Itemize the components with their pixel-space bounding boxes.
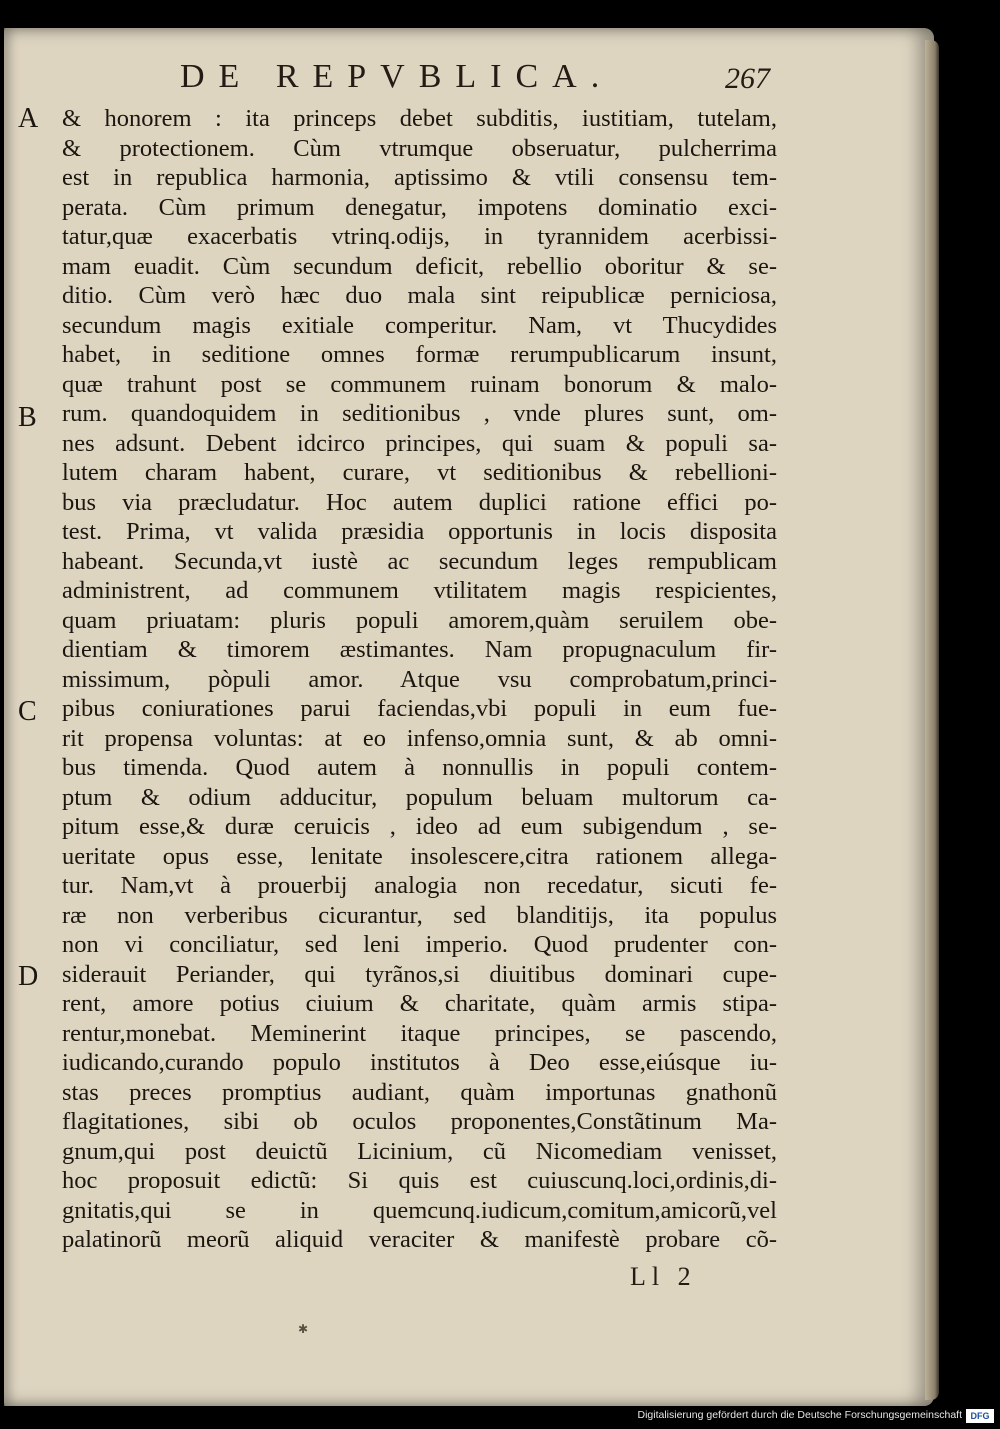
text-line: missimum, pòpuli amor. Atque vsu comprobatum,princi- <box>62 665 777 693</box>
page-number: 267 <box>725 62 770 95</box>
signature-mark: Ll 2 <box>630 1262 697 1291</box>
text-line: bus via præcludatur. Hoc autem duplici ratione effici po- <box>62 488 777 516</box>
text-line: habeant. Secunda,vt iustè ac secundum leges rempublicam <box>62 547 777 575</box>
text-line: rum. quandoquidem in seditionibus , vnde plures sunt, om- <box>62 400 777 427</box>
text-line: gnitatis,qui se in quemcunq.iudicum,comitum,amicorũ,vel <box>62 1196 777 1224</box>
text-line: nes adsunt. Debent idcirco principes, qui suam & populi sa- <box>62 429 777 457</box>
text-line: tatur,quæ exacerbatis vtrinq.odijs, in tyrannidem acerbissi- <box>62 223 777 250</box>
text-line: administrent, ad communem vtilitatem magis respicientes, <box>62 577 777 604</box>
body-text <box>62 104 777 1255</box>
text-line: ptum & odium adducitur, populum beluam multorum ca- <box>62 783 777 811</box>
margin-letter-d: D <box>18 961 39 992</box>
page-edge <box>925 40 939 1400</box>
text-line: gnum,qui post deuictũ Licinium, cũ Nicomediam venisset, <box>62 1137 777 1165</box>
text-line: tur. Nam,vt à prouerbij analogia non recedatur, sicuti fe- <box>62 872 777 899</box>
text-line: secundum magis exitiale comperitur. Nam, vt Thucydides <box>62 311 777 339</box>
text-line: pitum esse,& duræ ceruicis , ideo ad eum subigendum , se- <box>62 813 777 840</box>
text-line: quam priuatam: pluris populi amorem,quàm seruilem obe- <box>62 606 777 634</box>
dfg-logo-icon: DFG <box>966 1409 994 1423</box>
ink-speck: ✱ <box>298 1322 309 1336</box>
text-line: siderauit Periander, qui tyrãnos,si diuitibus dominari cupe- <box>62 960 777 988</box>
text-line: bus timenda. Quod autem à nonnullis in populi contem- <box>62 754 777 781</box>
margin-letter-b: B <box>18 402 37 433</box>
text-line: mam euadit. Cùm secundum deficit, rebellio oboritur & se- <box>62 252 777 280</box>
text-line: & protectionem. Cùm vtrumque obseruatur, pulcherrima <box>62 134 777 162</box>
margin-letter-c: C <box>18 696 37 727</box>
text-line: test. Prima, vt valida præsidia opportunis in locis disposita <box>62 518 777 545</box>
text-line: quæ trahunt post se communem ruinam bonorum & malo- <box>62 370 777 398</box>
text-line: palatinorũ meorũ aliquid veraciter & manifestè probare cõ- <box>62 1226 777 1253</box>
text-line: & honorem : ita princeps debet subditis, iustitiam, tutelam, <box>62 105 777 132</box>
text-line: iudicando,curando populo institutos à Deo esse,eiúsque iu- <box>62 1049 777 1076</box>
text-line: lutem charam habent, curare, vt seditionibus & rebellioni- <box>62 459 777 486</box>
digitization-credit: Digitalisierung gefördert durch die Deutsche Forschungsgemeinschaft <box>637 1409 962 1421</box>
running-head <box>150 58 810 102</box>
text-line: rent, amore potius ciuium & charitate, quàm armis stipa- <box>62 990 777 1017</box>
text-line: rit propensa voluntas: at eo infenso,omnia sunt, & ab omni- <box>62 724 777 752</box>
text-line: habet, in seditione omnes formæ rerumpublicarum insunt, <box>62 341 777 368</box>
text-line: pibus coniurationes parui faciendas,vbi populi in eum fue- <box>62 695 777 722</box>
margin-letter-a: A <box>18 103 39 134</box>
text-line: non vi conciliatur, sed leni imperio. Quod prudenter con- <box>62 931 777 958</box>
text-line: perata. Cùm primum denegatur, impotens dominatio exci- <box>62 193 777 221</box>
running-title: DE REPVBLICA. <box>180 58 614 95</box>
text-line: est in republica harmonia, aptissimo & vtili consensu tem- <box>62 164 777 191</box>
text-line: ditio. Cùm verò hæc duo mala sint reipublicæ perniciosa, <box>62 282 777 309</box>
text-line: ræ non verberibus cicurantur, sed blanditijs, ita populus <box>62 901 777 929</box>
text-line: flagitationes, sibi ob oculos proponentes,Constãtinum Ma- <box>62 1108 777 1135</box>
text-line: ueritate opus esse, lenitate insolescere,citra rationem allega- <box>62 842 777 870</box>
text-line: hoc proposuit edictũ: Si quis est cuiuscunq.loci,ordinis,di- <box>62 1167 777 1194</box>
text-line: rentur,monebat. Meminerint itaque principes, se pascendo, <box>62 1019 777 1047</box>
text-line: stas preces promptius audiant, quàm importunas gnathonũ <box>62 1078 777 1106</box>
text-line: dientiam & timorem æstimantes. Nam propugnaculum fir- <box>62 636 777 663</box>
